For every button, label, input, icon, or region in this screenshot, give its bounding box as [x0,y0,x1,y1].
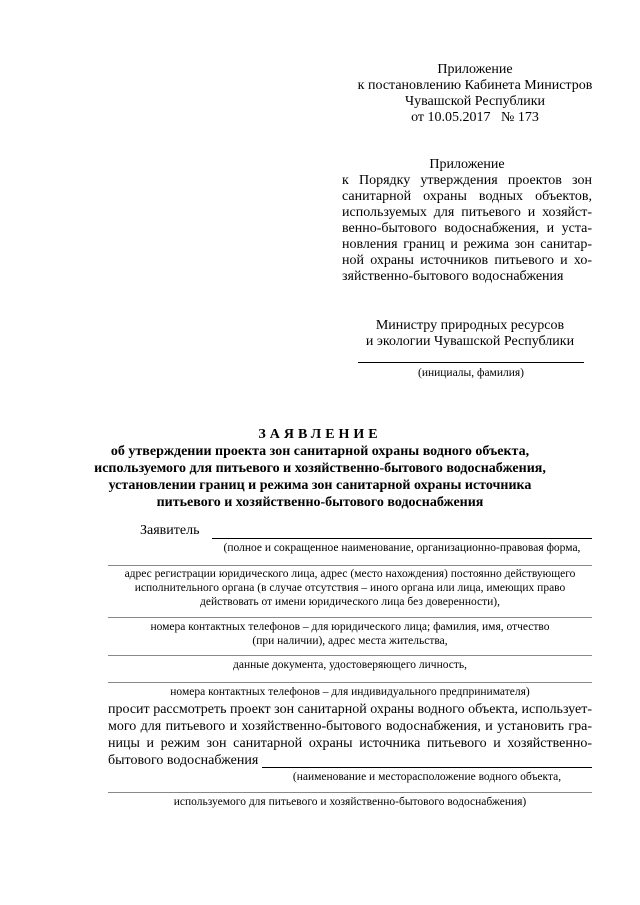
water-object-input-line [262,767,592,768]
addressee-line: и экологии Чувашской Республики [365,334,575,349]
request-line: просит рассмотреть проект зон санитарной охраны водного объекта, использует- [108,702,592,717]
procedure-appendix-heading: Приложение [429,157,505,172]
applicant-input-line [212,538,592,539]
applicant-input-line [108,682,592,683]
applicant-caption: (полное и сокращенное наименование, организационно-правовая форма, [223,542,581,554]
title-line: используемого для питьевого и хозяйственно-бытового водоснабжения, [94,461,546,476]
procedure-appendix-line: санитарной охраны водных объектов, [342,189,592,204]
appendix-date-number: от 10.05.2017 № 173 [411,110,539,125]
applicant-caption: (при наличии), адрес места жительства, [252,635,448,647]
request-line: бытового водоснабжения [108,753,259,768]
addressee-caption: (инициалы, фамилия) [417,367,525,379]
request-line: ницы и режим зон санитарной охраны источника питьевого и хозяйственно- [108,736,592,751]
appendix-line: Приложение [437,62,513,77]
applicant-caption: действовать от имени юридического лица без доверенности), [199,596,501,608]
applicant-caption: номера контактных телефонов – для индивидуального предпринимателя) [170,686,530,698]
procedure-appendix-line: зяйственно-бытового водоснабжения [342,269,564,284]
procedure-appendix-line: новления границ и режима зон санитар- [342,237,592,252]
appendix-line: к постановлению Кабинета Министров [357,78,593,93]
procedure-appendix-line: ной охраны источников питьевого и хо- [342,253,592,268]
applicant-input-line [108,565,592,566]
applicant-input-line [108,655,592,656]
water-object-caption: (наименование и месторасположение водного объекта, [292,771,562,783]
addressee-name-line [358,362,584,363]
appendix-line: Чувашской Республики [404,94,546,109]
procedure-appendix-line: к Порядку утверждения проектов зон [342,173,592,188]
request-line: мого для питьевого и хозяйственно-бытового водоснабжения, и установить гра- [108,719,592,734]
water-object-caption: используемого для питьевого и хозяйственно-бытового водоснабжения) [173,796,527,808]
applicant-caption: адрес регистрации юридического лица, адрес (место нахождения) постоянно действующего [124,568,576,580]
title-line: об утверждении проекта зон санитарной охраны водного объекта, [110,444,530,459]
title-line: питьевого и хозяйственно-бытового водоснабжения [156,495,484,510]
title-word: ЗАЯВЛЕНИЕ [258,427,382,442]
applicant-caption: исполнительного органа (в случае отсутствия – иного органа или лица, имеющих право [134,582,566,594]
applicant-input-line [108,617,592,618]
procedure-appendix-line: используемых для питьевого и хозяйст- [342,205,592,220]
procedure-appendix-line: венно-бытового водоснабжения, и уста- [342,221,592,236]
title-line: установлении границ и режима зон санитарной охраны источника [108,478,532,493]
applicant-caption: данные документа, удостоверяющего личность, [232,659,468,671]
applicant-caption: номера контактных телефонов – для юридического лица; фамилия, имя, отчество [150,621,550,633]
applicant-label: Заявитель [140,523,200,538]
addressee-line: Министру природных ресурсов [375,318,565,333]
water-object-input-line [108,792,592,793]
